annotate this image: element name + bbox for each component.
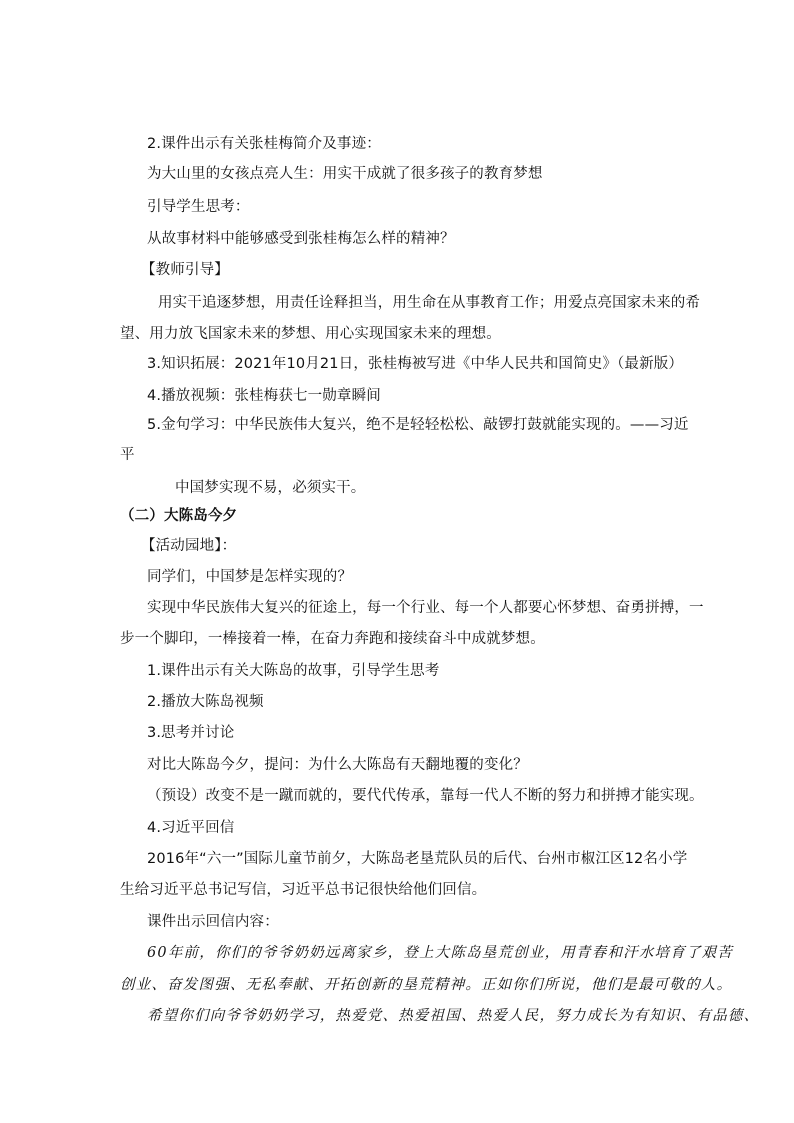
text-line: 5.金句学习：中华民族伟大复兴，绝不是轻轻松松、敲锣打鼓就能实现的。——习近 xyxy=(147,417,689,433)
text-line: 1.课件出示有关大陈岛的故事，引导学生思考 xyxy=(147,663,440,679)
letter-quote-line: 创业、奋发图强、无私奉献、开拓创新的垦荒精神。正如你们所说，他们是最可敬的人。 xyxy=(120,977,733,993)
text-line: 2.播放大陈岛视频 xyxy=(147,694,264,710)
text-line: 中国梦实现不易，必须实干。 xyxy=(175,480,366,496)
section-label-teacher-guide: 【教师引导】 xyxy=(141,262,229,278)
text-line: （预设）改变不是一蹴而就的，要代代传承，靠每一代人不断的努力和拼搏才能实现。 xyxy=(147,788,704,804)
text-line: 生给习近平总书记写信，习近平总书记很快给他们回信。 xyxy=(120,882,487,898)
text-line: 同学们，中国梦是怎样实现的？ xyxy=(147,569,353,585)
text-line: 用实干追逐梦想，用责任诠释担当，用生命在从事教育工作；用爱点亮国家未来的希 xyxy=(158,295,701,311)
text-line: 3.思考并讨论 xyxy=(147,725,235,741)
text-line: 4.习近平回信 xyxy=(147,820,235,836)
text-line: 步一个脚印，一棒接着一棒，在奋力奔跑和接续奋斗中成就梦想。 xyxy=(120,631,545,647)
text-line: 为大山里的女孩点亮人生：用实干成就了很多孩子的教育梦想 xyxy=(147,166,543,182)
text-line: 引导学生思考： xyxy=(147,199,250,215)
text-line: 从故事材料中能够感受到张桂梅怎么样的精神？ xyxy=(147,231,455,247)
text-line: 望、用力放飞国家未来的梦想、用心实现国家未来的理想。 xyxy=(120,326,501,342)
letter-quote-line: 希望你们向爷爷奶奶学习，热爱党、热爱祖国、热爱人民，努力成长为有知识、有品德、 xyxy=(147,1008,760,1024)
text-line: 平 xyxy=(120,447,135,463)
text-line: 课件出示回信内容： xyxy=(147,914,279,930)
text-line: 2.课件出示有关张桂梅简介及事迹： xyxy=(147,136,381,152)
text-line: 实现中华民族伟大复兴的征途上，每一个行业、每一个人都要心怀梦想、奋勇拼搏，一 xyxy=(147,600,704,616)
text-line: 4.播放视频：张桂梅获七一勋章瞬间 xyxy=(147,388,381,404)
letter-quote-line: 60年前，你们的爷爷奶奶远离家乡，登上大陈岛垦荒创业，用青春和汗水培育了艰苦 xyxy=(147,945,734,961)
text-line: 3.知识拓展：2021年10月21日，张桂梅被写进《中华人民共和国简史》（最新版） xyxy=(147,356,684,372)
text-line: 对比大陈岛今夕，提问：为什么大陈岛有天翻地覆的变化？ xyxy=(147,757,528,773)
section-label-activity: 【活动园地】： xyxy=(141,538,237,554)
section-heading: （二）大陈岛今夕 xyxy=(120,508,238,524)
text-line: 2016年“六一”国际儿童节前夕，大陈岛老垦荒队员的后代、台州市椒江区12名小学 xyxy=(147,851,688,867)
